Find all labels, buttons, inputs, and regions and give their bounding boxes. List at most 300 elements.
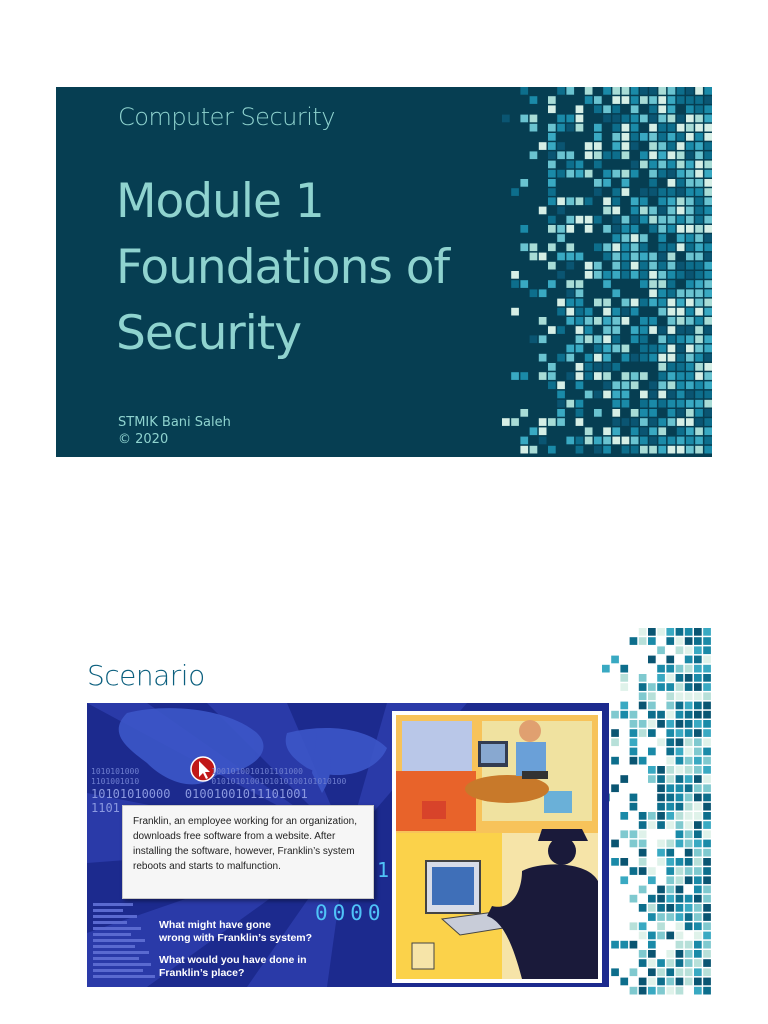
mosaic-tile (520, 372, 528, 380)
mosaic-tile (677, 124, 685, 132)
mosaic-tile (677, 197, 685, 205)
mosaic-tile (668, 409, 676, 417)
pixel-mosaic-decoration (602, 628, 712, 998)
mosaic-tile (668, 271, 676, 279)
mosaic-tile (704, 142, 712, 150)
mosaic-tile (657, 840, 665, 848)
mosaic-tile (566, 437, 574, 445)
mosaic-tile (668, 400, 676, 408)
mosaic-tile (622, 437, 630, 445)
mosaic-tile (649, 142, 657, 150)
mosaic-tile (658, 234, 666, 242)
mosaic-tile (548, 188, 556, 196)
mosaic-tile (658, 253, 666, 261)
mosaic-tile (685, 683, 693, 691)
mosaic-tile (566, 289, 574, 297)
mosaic-tile (639, 886, 647, 894)
mosaic-tile (677, 326, 685, 334)
mosaic-tile (686, 391, 694, 399)
mosaic-tile (612, 188, 620, 196)
mosaic-tile (685, 720, 693, 728)
mosaic-tile (640, 326, 648, 334)
mosaic-tile (695, 409, 703, 417)
mosaic-tile (630, 794, 638, 802)
mosaic-tile (648, 711, 656, 719)
mosaic-tile (658, 170, 666, 178)
mosaic-tile (585, 197, 593, 205)
mosaic-tile (703, 729, 711, 737)
mosaic-tile (631, 299, 639, 307)
mosaic-tile (686, 170, 694, 178)
mosaic-tile (566, 161, 574, 169)
mosaic-tile (677, 142, 685, 150)
mosaic-tile (668, 391, 676, 399)
mosaic-tile (686, 372, 694, 380)
mosaic-tile (703, 959, 711, 967)
mosaic-tile (631, 418, 639, 426)
mosaic-tile (676, 895, 684, 903)
mosaic-tile (668, 418, 676, 426)
mosaic-tile (648, 876, 656, 884)
mosaic-tile (658, 197, 666, 205)
mosaic-tile (704, 345, 712, 353)
mosaic-tile (677, 335, 685, 343)
mosaic-tile (685, 913, 693, 921)
mosaic-tile (630, 968, 638, 976)
mosaic-tile (649, 105, 657, 113)
mosaic-tile (566, 243, 574, 251)
scenario-text-box (122, 805, 374, 899)
mosaic-tile (694, 941, 702, 949)
mosaic-tile (548, 124, 556, 132)
mosaic-tile (611, 941, 619, 949)
mosaic-tile (695, 253, 703, 261)
mosaic-tile (703, 840, 711, 848)
mosaic-tile (520, 446, 528, 454)
mosaic-tile (685, 656, 693, 664)
mosaic-tile (703, 692, 711, 700)
mosaic-tile (704, 437, 712, 445)
mosaic-tile (703, 628, 711, 636)
mosaic-tile (685, 738, 693, 746)
mosaic-tile (603, 253, 611, 261)
mosaic-tile (668, 308, 676, 316)
mosaic-tile (585, 308, 593, 316)
mosaic-tile (703, 886, 711, 894)
mosaic-tile (640, 391, 648, 399)
mosaic-tile (649, 354, 657, 362)
mosaic-tile (648, 637, 656, 645)
mosaic-tile (640, 197, 648, 205)
mosaic-tile (649, 96, 657, 104)
mosaic-tile (694, 628, 702, 636)
mosaic-tile (676, 840, 684, 848)
mosaic-tile (622, 400, 630, 408)
mosaic-tile (694, 978, 702, 986)
mosaic-tile (685, 766, 693, 774)
copyright-year: © 2020 (118, 432, 169, 447)
mosaic-tile (640, 161, 648, 169)
scenario-slide (56, 628, 712, 998)
mosaic-tile (557, 87, 565, 95)
mosaic-tile (657, 674, 665, 682)
mosaic-tile (539, 372, 547, 380)
mosaic-tile (620, 830, 628, 838)
mosaic-tile (631, 253, 639, 261)
mosaic-tile (622, 96, 630, 104)
mosaic-tile (585, 317, 593, 325)
mosaic-tile (666, 959, 674, 967)
mosaic-tile (658, 124, 666, 132)
mosaic-tile (576, 437, 584, 445)
mosaic-tile (622, 354, 630, 362)
mosaic-tile (649, 400, 657, 408)
mosaic-tile (620, 702, 628, 710)
mosaic-tile (657, 646, 665, 654)
mosaic-tile (668, 87, 676, 95)
mosaic-tile (676, 702, 684, 710)
question-1: What might have gone wrong with Franklin’s system? (159, 919, 313, 944)
mosaic-tile (594, 216, 602, 224)
mosaic-tile (695, 280, 703, 288)
mosaic-tile (668, 437, 676, 445)
mosaic-tile (612, 345, 620, 353)
mosaic-tile (676, 794, 684, 802)
title-line-3: Security (116, 306, 302, 361)
mosaic-tile (703, 646, 711, 654)
mosaic-tile (622, 216, 630, 224)
mosaic-tile (666, 637, 674, 645)
mosaic-tile (657, 775, 665, 783)
mosaic-tile (657, 895, 665, 903)
mosaic-tile (666, 794, 674, 802)
mosaic-tile (612, 335, 620, 343)
mosaic-tile (594, 345, 602, 353)
mosaic-tile (557, 400, 565, 408)
mosaic-tile (603, 170, 611, 178)
mosaic-tile (694, 858, 702, 866)
mosaic-tile (676, 913, 684, 921)
mosaic-tile (695, 234, 703, 242)
mosaic-tile (648, 895, 656, 903)
mosaic-tile (539, 207, 547, 215)
mosaic-tile (603, 151, 611, 159)
mosaic-tile (649, 170, 657, 178)
mosaic-tile (612, 216, 620, 224)
mosaic-tile (576, 289, 584, 297)
mosaic-tile (520, 179, 528, 187)
mosaic-tile (585, 271, 593, 279)
mosaic-tile (539, 354, 547, 362)
mosaic-tile (631, 243, 639, 251)
mosaic-tile (666, 683, 674, 691)
mosaic-tile (666, 858, 674, 866)
mosaic-tile (576, 197, 584, 205)
mosaic-tile (694, 959, 702, 967)
mosaic-tile (677, 170, 685, 178)
mosaic-tile (676, 646, 684, 654)
mosaic-tile (694, 968, 702, 976)
mosaic-tile (668, 161, 676, 169)
mosaic-tile (557, 234, 565, 242)
mosaic-tile (676, 968, 684, 976)
mosaic-tile (649, 289, 657, 297)
mosaic-tile (566, 317, 574, 325)
mosaic-tile (640, 299, 648, 307)
mosaic-tile (539, 317, 547, 325)
mosaic-tile (676, 821, 684, 829)
mosaic-tile (657, 794, 665, 802)
mosaic-tile (677, 115, 685, 123)
mosaic-tile (622, 234, 630, 242)
mosaic-tile (539, 335, 547, 343)
mosaic-tile (631, 207, 639, 215)
mosaic-tile (603, 299, 611, 307)
mosaic-tile (649, 151, 657, 159)
mosaic-tile (603, 446, 611, 454)
mosaic-tile (640, 133, 648, 141)
mosaic-tile (703, 637, 711, 645)
mosaic-tile (703, 968, 711, 976)
mosaic-tile (639, 840, 647, 848)
mosaic-tile (649, 124, 657, 132)
mosaic-tile (585, 372, 593, 380)
mosaic-tile (677, 372, 685, 380)
mosaic-tile (648, 683, 656, 691)
mosaic-tile (668, 372, 676, 380)
mosaic-tile (677, 391, 685, 399)
mosaic-tile (631, 308, 639, 316)
mosaic-tile (612, 133, 620, 141)
mosaic-tile (585, 391, 593, 399)
mosaic-tile (511, 280, 519, 288)
digit-decoration: 1 (377, 858, 390, 882)
mosaic-tile (666, 876, 674, 884)
mosaic-tile (630, 711, 638, 719)
mosaic-tile (640, 271, 648, 279)
mosaic-tile (603, 437, 611, 445)
mosaic-tile (648, 702, 656, 710)
mosaic-tile (686, 133, 694, 141)
mosaic-tile (566, 170, 574, 178)
mosaic-tile (620, 978, 628, 986)
mosaic-tile (548, 197, 556, 205)
mosaic-tile (704, 124, 712, 132)
mosaic-tile (695, 299, 703, 307)
mosaic-tile (576, 308, 584, 316)
mosaic-tile (694, 738, 702, 746)
mosaic-tile (703, 812, 711, 820)
mosaic-tile (703, 711, 711, 719)
mosaic-tile (640, 253, 648, 261)
mosaic-tile (657, 987, 665, 995)
mosaic-tile (585, 142, 593, 150)
mosaic-tile (685, 794, 693, 802)
mosaic-tile (658, 115, 666, 123)
mosaic-tile (631, 124, 639, 132)
mosaic-tile (594, 446, 602, 454)
mosaic-tile (657, 932, 665, 940)
mosaic-tile (668, 96, 676, 104)
mosaic-tile (694, 702, 702, 710)
mosaic-tile (548, 243, 556, 251)
mosaic-tile (677, 437, 685, 445)
mosaic-tile (520, 243, 528, 251)
mosaic-tile (658, 262, 666, 270)
mosaic-tile (685, 812, 693, 820)
zeros-decoration: 0000 (315, 901, 386, 925)
mosaic-tile (657, 720, 665, 728)
mosaic-tile (620, 665, 628, 673)
mosaic-tile (640, 437, 648, 445)
envelope-icon (422, 801, 446, 819)
mosaic-tile (657, 849, 665, 857)
mosaic-tile (649, 280, 657, 288)
mosaic-tile (658, 427, 666, 435)
mosaic-tile (657, 665, 665, 673)
lamp-icon (412, 943, 434, 969)
mosaic-tile (666, 886, 674, 894)
mosaic-tile (649, 391, 657, 399)
mosaic-tile (704, 234, 712, 242)
mosaic-tile (612, 391, 620, 399)
mosaic-tile (668, 105, 676, 113)
mosaic-tile (685, 702, 693, 710)
mosaic-tile (566, 372, 574, 380)
mosaic-tile (639, 757, 647, 765)
mosaic-tile (639, 729, 647, 737)
mosaic-tile (686, 207, 694, 215)
mosaic-tile (640, 418, 648, 426)
mosaic-tile (585, 170, 593, 178)
mosaic-tile (622, 317, 630, 325)
mosaic-tile (695, 161, 703, 169)
mosaic-tile (612, 225, 620, 233)
mosaic-tile (657, 886, 665, 894)
mosaic-tile (676, 738, 684, 746)
mosaic-tile (640, 280, 648, 288)
mosaic-tile (639, 849, 647, 857)
mosaic-tile (686, 197, 694, 205)
mosaic-tile (603, 335, 611, 343)
mosaic-tile (548, 326, 556, 334)
mosaic-tile (639, 628, 647, 636)
mosaic-tile (520, 280, 528, 288)
mosaic-tile (677, 96, 685, 104)
mosaic-tile (557, 299, 565, 307)
mosaic-tile (694, 922, 702, 930)
mosaic-tile (694, 950, 702, 958)
mosaic-tile (704, 326, 712, 334)
mosaic-tile (694, 886, 702, 894)
mosaic-tile (576, 326, 584, 334)
mosaic-tile (622, 262, 630, 270)
mosaic-tile (548, 372, 556, 380)
mosaic-tile (666, 692, 674, 700)
mosaic-tile (620, 775, 628, 783)
mosaic-tile (576, 124, 584, 132)
mosaic-tile (639, 830, 647, 838)
mosaic-tile (694, 757, 702, 765)
mosaic-tile (548, 446, 556, 454)
mosaic-tile (694, 794, 702, 802)
mosaic-tile (703, 821, 711, 829)
mosaic-tile (640, 409, 648, 417)
mosaic-tile (676, 959, 684, 967)
mosaic-tile (666, 784, 674, 792)
mosaic-tile (648, 692, 656, 700)
mosaic-tile (694, 904, 702, 912)
mosaic-tile (668, 253, 676, 261)
mosaic-tile (640, 400, 648, 408)
mosaic-tile (566, 115, 574, 123)
mosaic-tile (649, 299, 657, 307)
mosaic-tile (704, 179, 712, 187)
mosaic-tile (703, 794, 711, 802)
mosaic-tile (668, 151, 676, 159)
mosaic-tile (703, 748, 711, 756)
mosaic-tile (639, 978, 647, 986)
mosaic-tile (676, 720, 684, 728)
mosaic-tile (686, 105, 694, 113)
mosaic-tile (585, 437, 593, 445)
mosaic-tile (648, 775, 656, 783)
mosaic-tile (612, 409, 620, 417)
mosaic-tile (686, 225, 694, 233)
mosaic-tile (676, 932, 684, 940)
mosaic-tile (666, 738, 674, 746)
mosaic-tile (622, 345, 630, 353)
mosaic-tile (612, 207, 620, 215)
mosaic-tile (694, 637, 702, 645)
mosaic-tile (695, 216, 703, 224)
mosaic-tile (612, 271, 620, 279)
mosaic-tile (658, 400, 666, 408)
mosaic-tile (557, 253, 565, 261)
mosaic-tile (511, 372, 519, 380)
mosaic-tile (630, 803, 638, 811)
mosaic-tile (695, 115, 703, 123)
mosaic-tile (639, 674, 647, 682)
mosaic-tile (658, 161, 666, 169)
mosaic-tile (657, 738, 665, 746)
mosaic-tile (566, 151, 574, 159)
mosaic-tile (658, 308, 666, 316)
mosaic-tile (676, 628, 684, 636)
mosaic-tile (668, 243, 676, 251)
mosaic-tile (576, 216, 584, 224)
mosaic-tile (695, 372, 703, 380)
mosaic-tile (677, 354, 685, 362)
mosaic-tile (640, 234, 648, 242)
mosaic-tile (612, 96, 620, 104)
mosaic-tile (668, 280, 676, 288)
mosaic-tile (703, 932, 711, 940)
mosaic-tile (603, 308, 611, 316)
mosaic-tile (686, 124, 694, 132)
mosaic-tile (704, 105, 712, 113)
mosaic-tile (703, 867, 711, 875)
mosaic-tile (677, 381, 685, 389)
mosaic-tile (677, 418, 685, 426)
mosaic-tile (611, 757, 619, 765)
mosaic-tile (557, 207, 565, 215)
mosaic-tile (668, 381, 676, 389)
mosaic-tile (548, 363, 556, 371)
mosaic-tile (695, 437, 703, 445)
mosaic-tile (666, 674, 674, 682)
mosaic-tile (686, 446, 694, 454)
